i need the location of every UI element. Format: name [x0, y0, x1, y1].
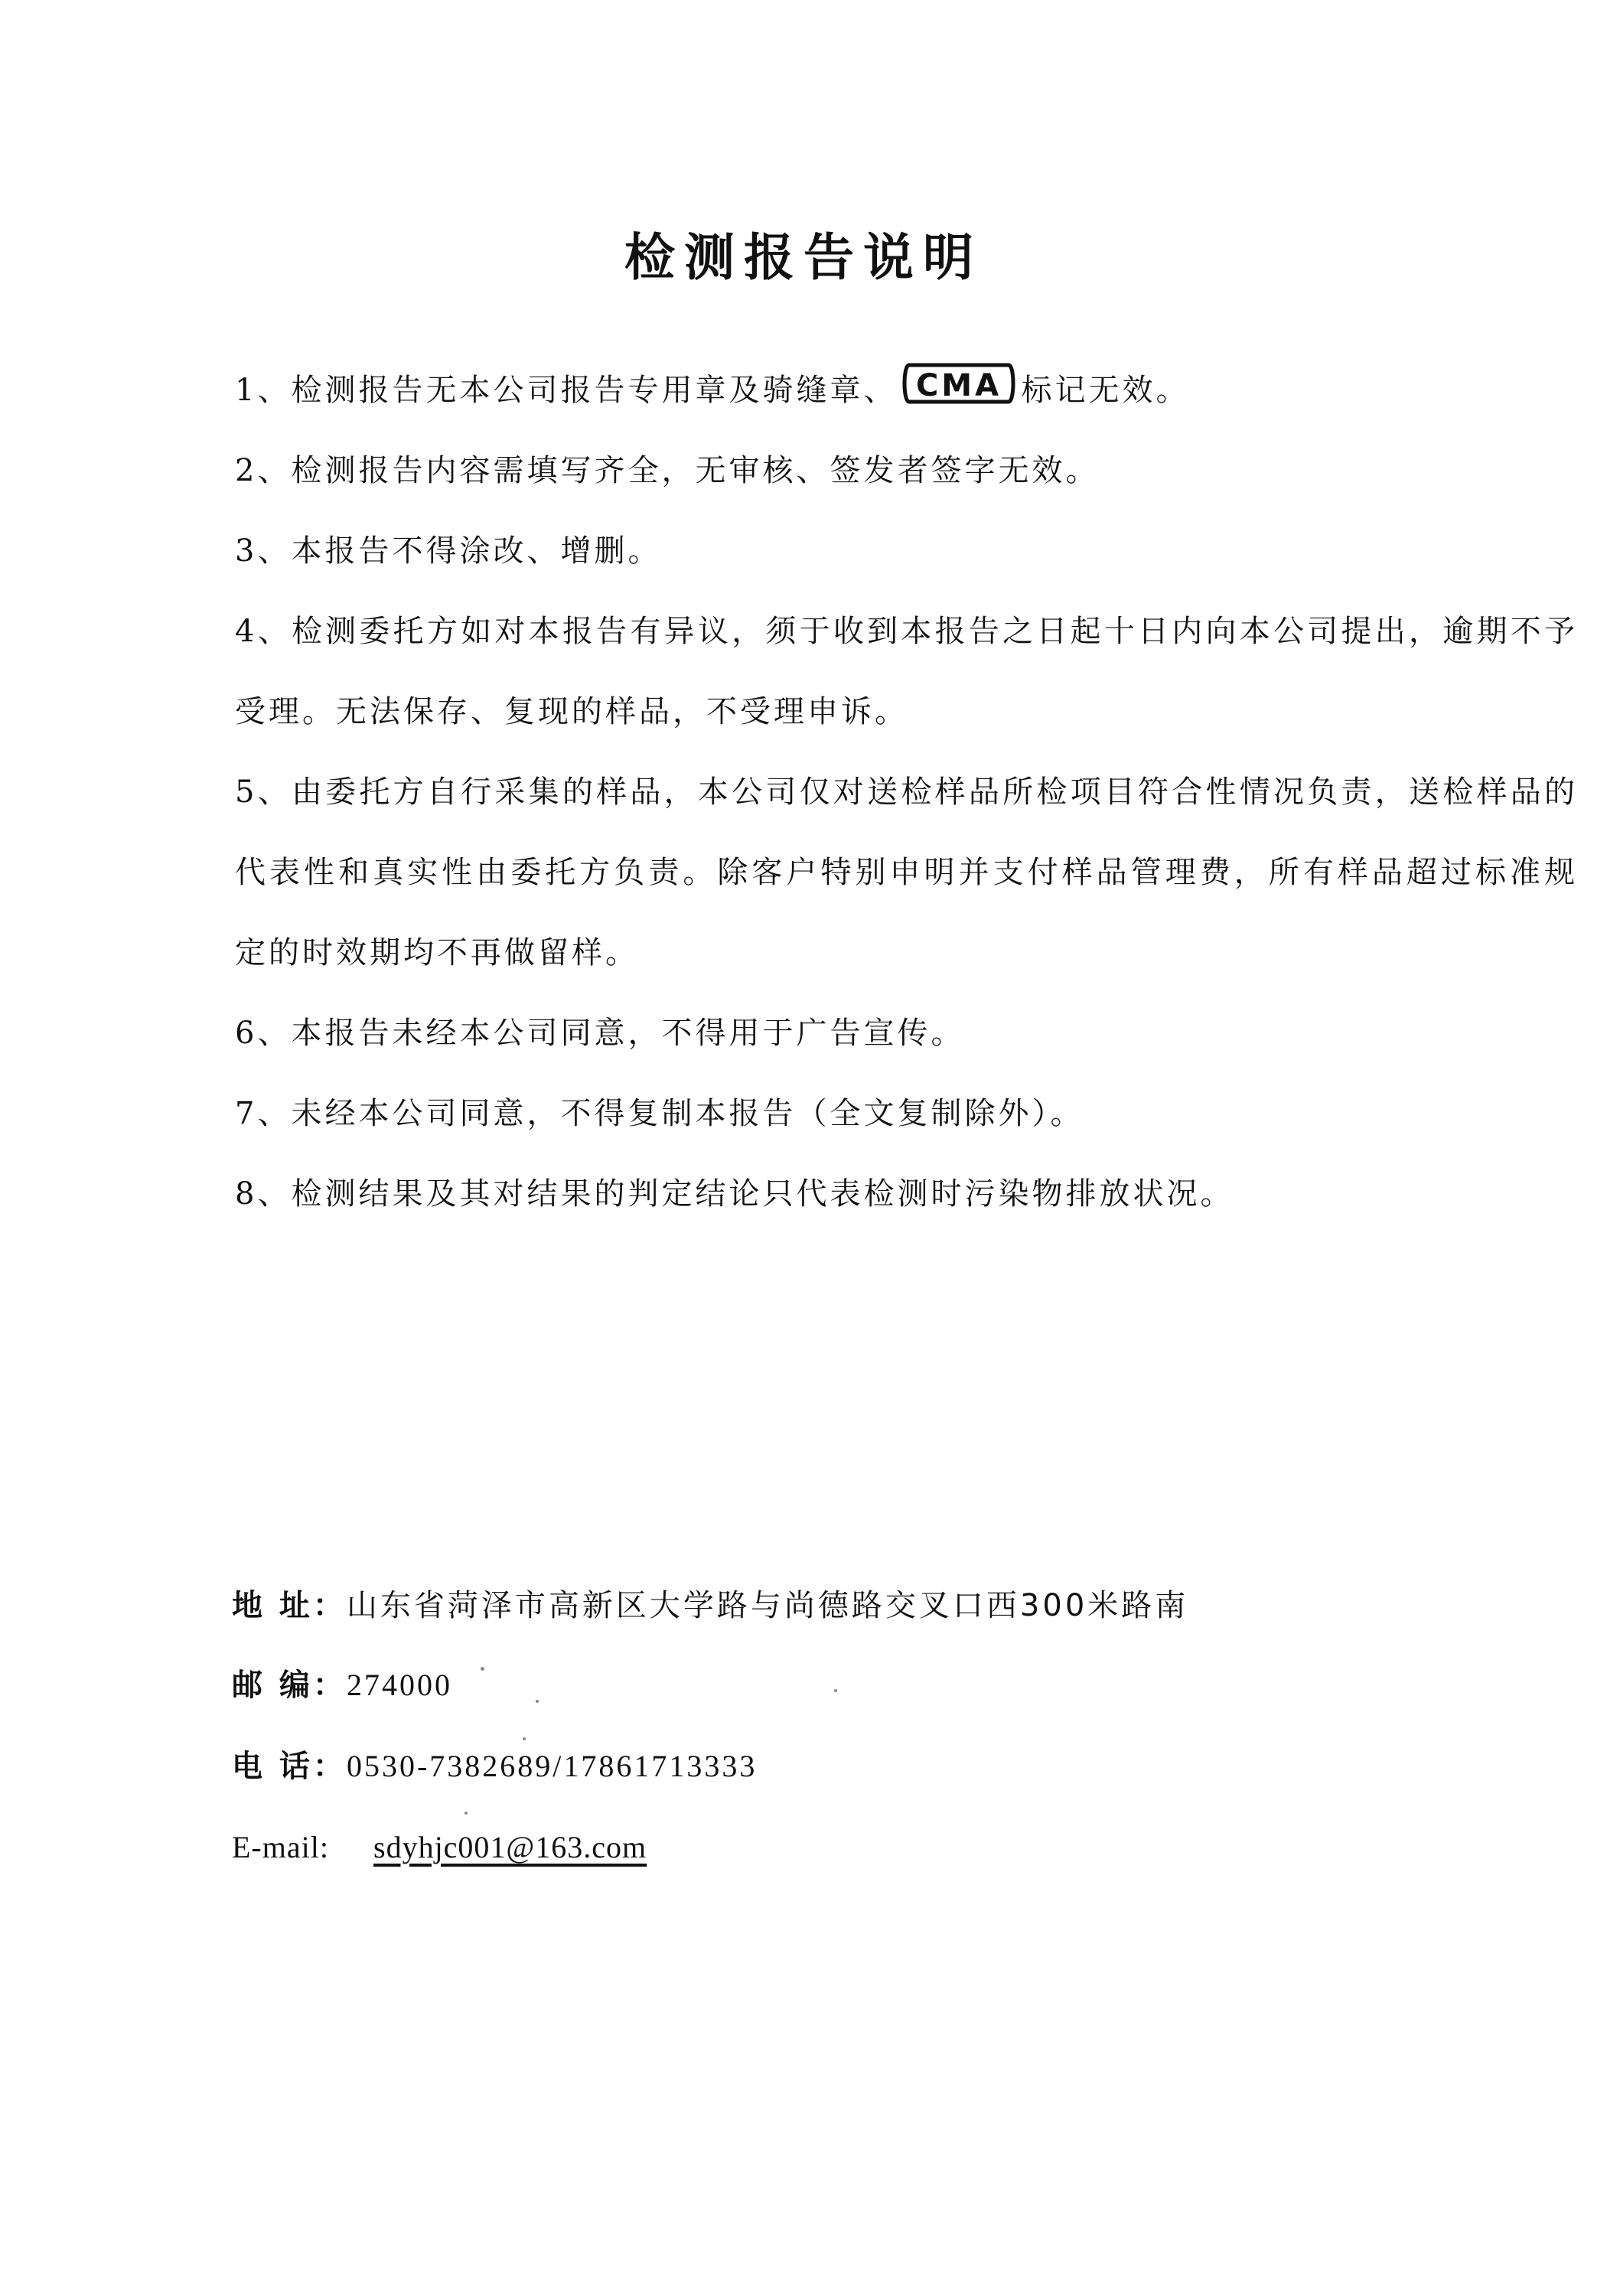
scan-speck [834, 1689, 837, 1692]
clause-list [235, 351, 1578, 1234]
address-label: 地 址： [232, 1588, 347, 1623]
page-title: 检测报告说明 [624, 228, 983, 287]
clause-text-after-mark: 标记无效。 [1021, 373, 1190, 408]
scan-speck [523, 1737, 526, 1740]
postcode-value: 274000 [346, 1668, 452, 1702]
clause-item: 2、检测报告内容需填写齐全，无审核、签发者签字无效。 [235, 453, 1100, 488]
address-value: 山东省菏泽市高新区大学路与尚德路交叉口西300米路南 [346, 1588, 1189, 1623]
clause-item [235, 351, 1578, 431]
clause-item: 8、检测结果及其对结果的判定结论只代表检测时污染物排放状况。 [235, 1176, 1234, 1212]
clause-item: 3、本报告不得涂改、增删。 [235, 533, 662, 569]
cma-mark-label: CMA [916, 368, 1002, 403]
clause-item: 6、本报告未经本公司同意，不得用于广告宣传。 [235, 1016, 965, 1051]
phone-line [232, 1743, 1380, 1789]
phone-label: 电 话： [232, 1749, 347, 1784]
clause-text-before-mark: 1、检测报告无本公司报告专用章及骑缝章、 [235, 373, 898, 408]
clause-item: 5、由委托方自行采集的样品，本公司仅对送检样品所检项目符合性情况负责，送检样品的代表性和真实性由委托方负责。除客户特别申明并支付样品管理费，所有样品超过标准规定的时效期均不再做留样。 [235, 775, 1578, 970]
scan-speck [464, 1812, 468, 1815]
clause-item: 7、未经本公司同意，不得复制本报告（全文复制除外）。 [235, 1096, 1084, 1131]
postcode-label: 邮 编： [232, 1668, 347, 1703]
postcode-line [232, 1662, 1380, 1708]
cma-mark-icon [901, 362, 1016, 405]
scan-speck [481, 1667, 484, 1671]
email-label: E-mail: [232, 1830, 329, 1864]
email-link[interactable]: sdyhjc001@163.com [373, 1830, 647, 1864]
email-line [232, 1825, 1380, 1870]
clause-item: 4、检测委托方如对本报告有异议，须于收到本报告之日起十日内向本公司提出，逾期不予受理。无法保存、复现的样品，不受理申诉。 [235, 614, 1578, 729]
phone-value: 0530-7382689/17861713333 [346, 1749, 758, 1783]
address-line [232, 1583, 1380, 1629]
scan-speck [536, 1700, 539, 1703]
